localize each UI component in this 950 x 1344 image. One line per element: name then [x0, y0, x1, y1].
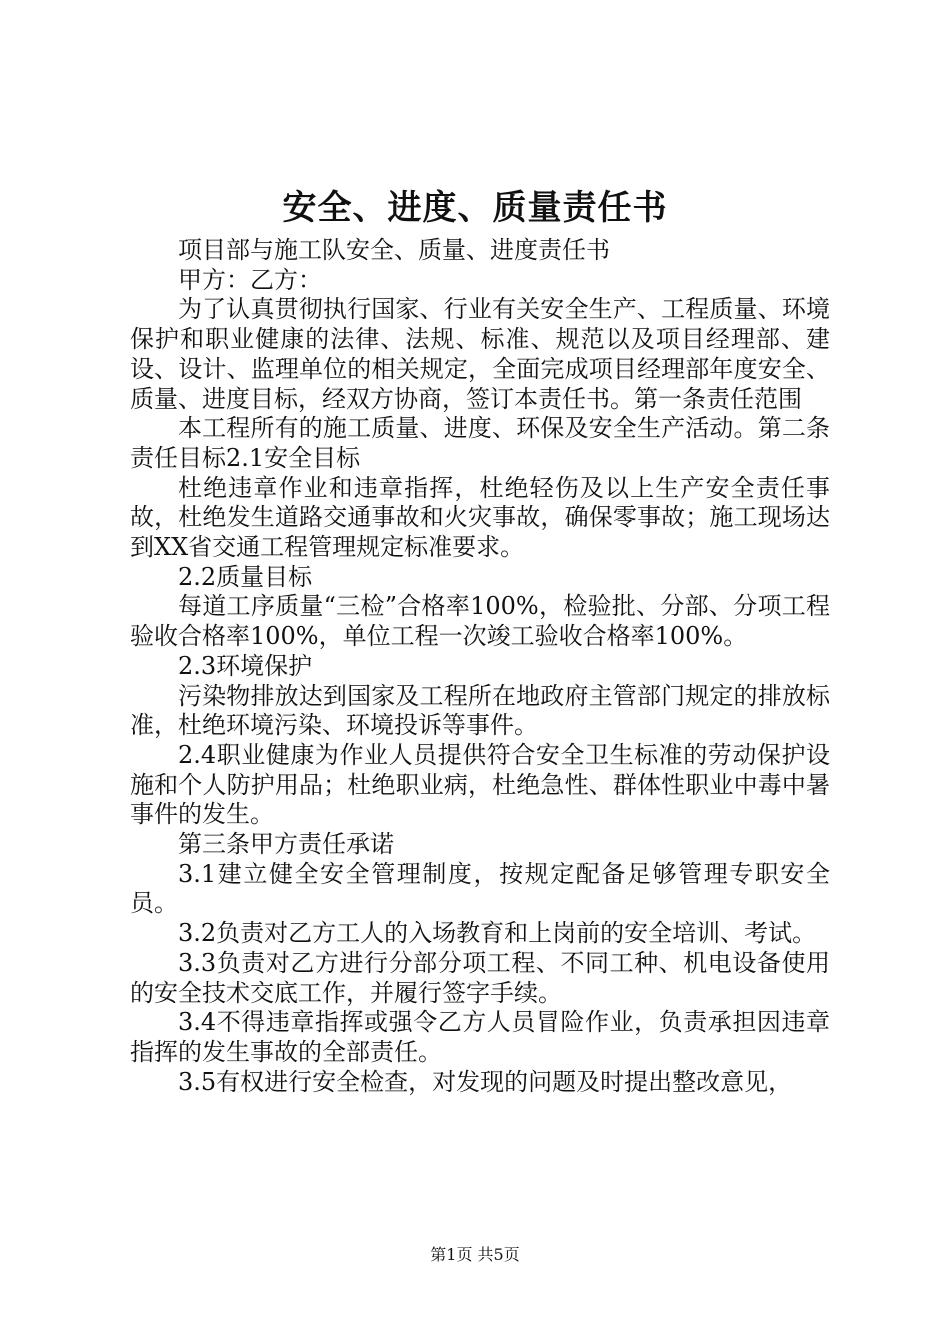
heading-quality-goal: 2.2质量目标: [178, 562, 313, 591]
paragraph-parties: 甲方：乙方：: [178, 265, 322, 294]
paragraph-preamble: 为了认真贯彻执行国家、行业有关安全生产、工程质量、环境保护和职业健康的法律、法规、标准、规范以及项目经理部、建设、设计、监理单位的相关规定，全面完成项目经理部年度安全、质量、进度目标，经双方协商，签订本责任书。第一条责任范围: [130, 295, 830, 413]
paragraph-environment: 污染物排放达到国家及工程所在地政府主管部门规定的排放标准，杜绝环境污染、环境投诉等事件。: [130, 681, 830, 740]
paragraph-quality-goal: 每道工序质量“三检”合格率100%，检验批、分部、分项工程验收合格率100%，单位工程一次竣工验收合格率100%。: [130, 592, 830, 651]
paragraph-clause-3-4: 3.4不得违章指挥或强令乙方人员冒险作业，负责承担因违章指挥的发生事故的全部责任。: [130, 1008, 830, 1066]
document-body: [130, 236, 830, 1097]
paragraph-safety-goal: 杜绝违章作业和违章指挥，杜绝轻伤及以上生产安全责任事故，杜绝发生道路交通事故和火灾事故，确保零事故；施工现场达到XX省交通工程管理规定标准要求。: [130, 473, 830, 562]
paragraph-clause-3-1: 3.1建立健全安全管理制度，按规定配备足够管理专职安全员。: [130, 859, 830, 918]
paragraph-clause-3-5: 3.5有权进行安全检查，对发现的问题及时提出整改意见，: [178, 1067, 793, 1096]
document-title: 安全、进度、质量责任书: [282, 188, 668, 228]
paragraph-occupational-health: 2.4职业健康为作业人员提供符合安全卫生标准的劳动保护设施和个人防护用品；杜绝职业病，杜绝急性、群体性职业中毒中暑事件的发生。: [130, 740, 830, 829]
page-footer: 第1页 共5页: [430, 1245, 520, 1264]
paragraph-scope: 本工程所有的施工质量、进度、环保及安全生产活动。第二条责任目标2.1安全目标: [130, 414, 830, 472]
paragraph-subtitle: 项目部与施工队安全、质量、进度责任书: [178, 236, 610, 264]
paragraph-clause-3-3: 3.3负责对乙方进行分部分项工程、不同工种、机电设备使用的安全技术交底工作，并履行签字手续。: [130, 948, 830, 1007]
heading-environment: 2.3环境保护: [178, 651, 313, 680]
paragraph-clause-3-2: 3.2负责对乙方工人的入场教育和上岗前的安全培训、考试。: [178, 919, 817, 948]
heading-party-a-commitments: 第三条甲方责任承诺: [178, 830, 394, 859]
